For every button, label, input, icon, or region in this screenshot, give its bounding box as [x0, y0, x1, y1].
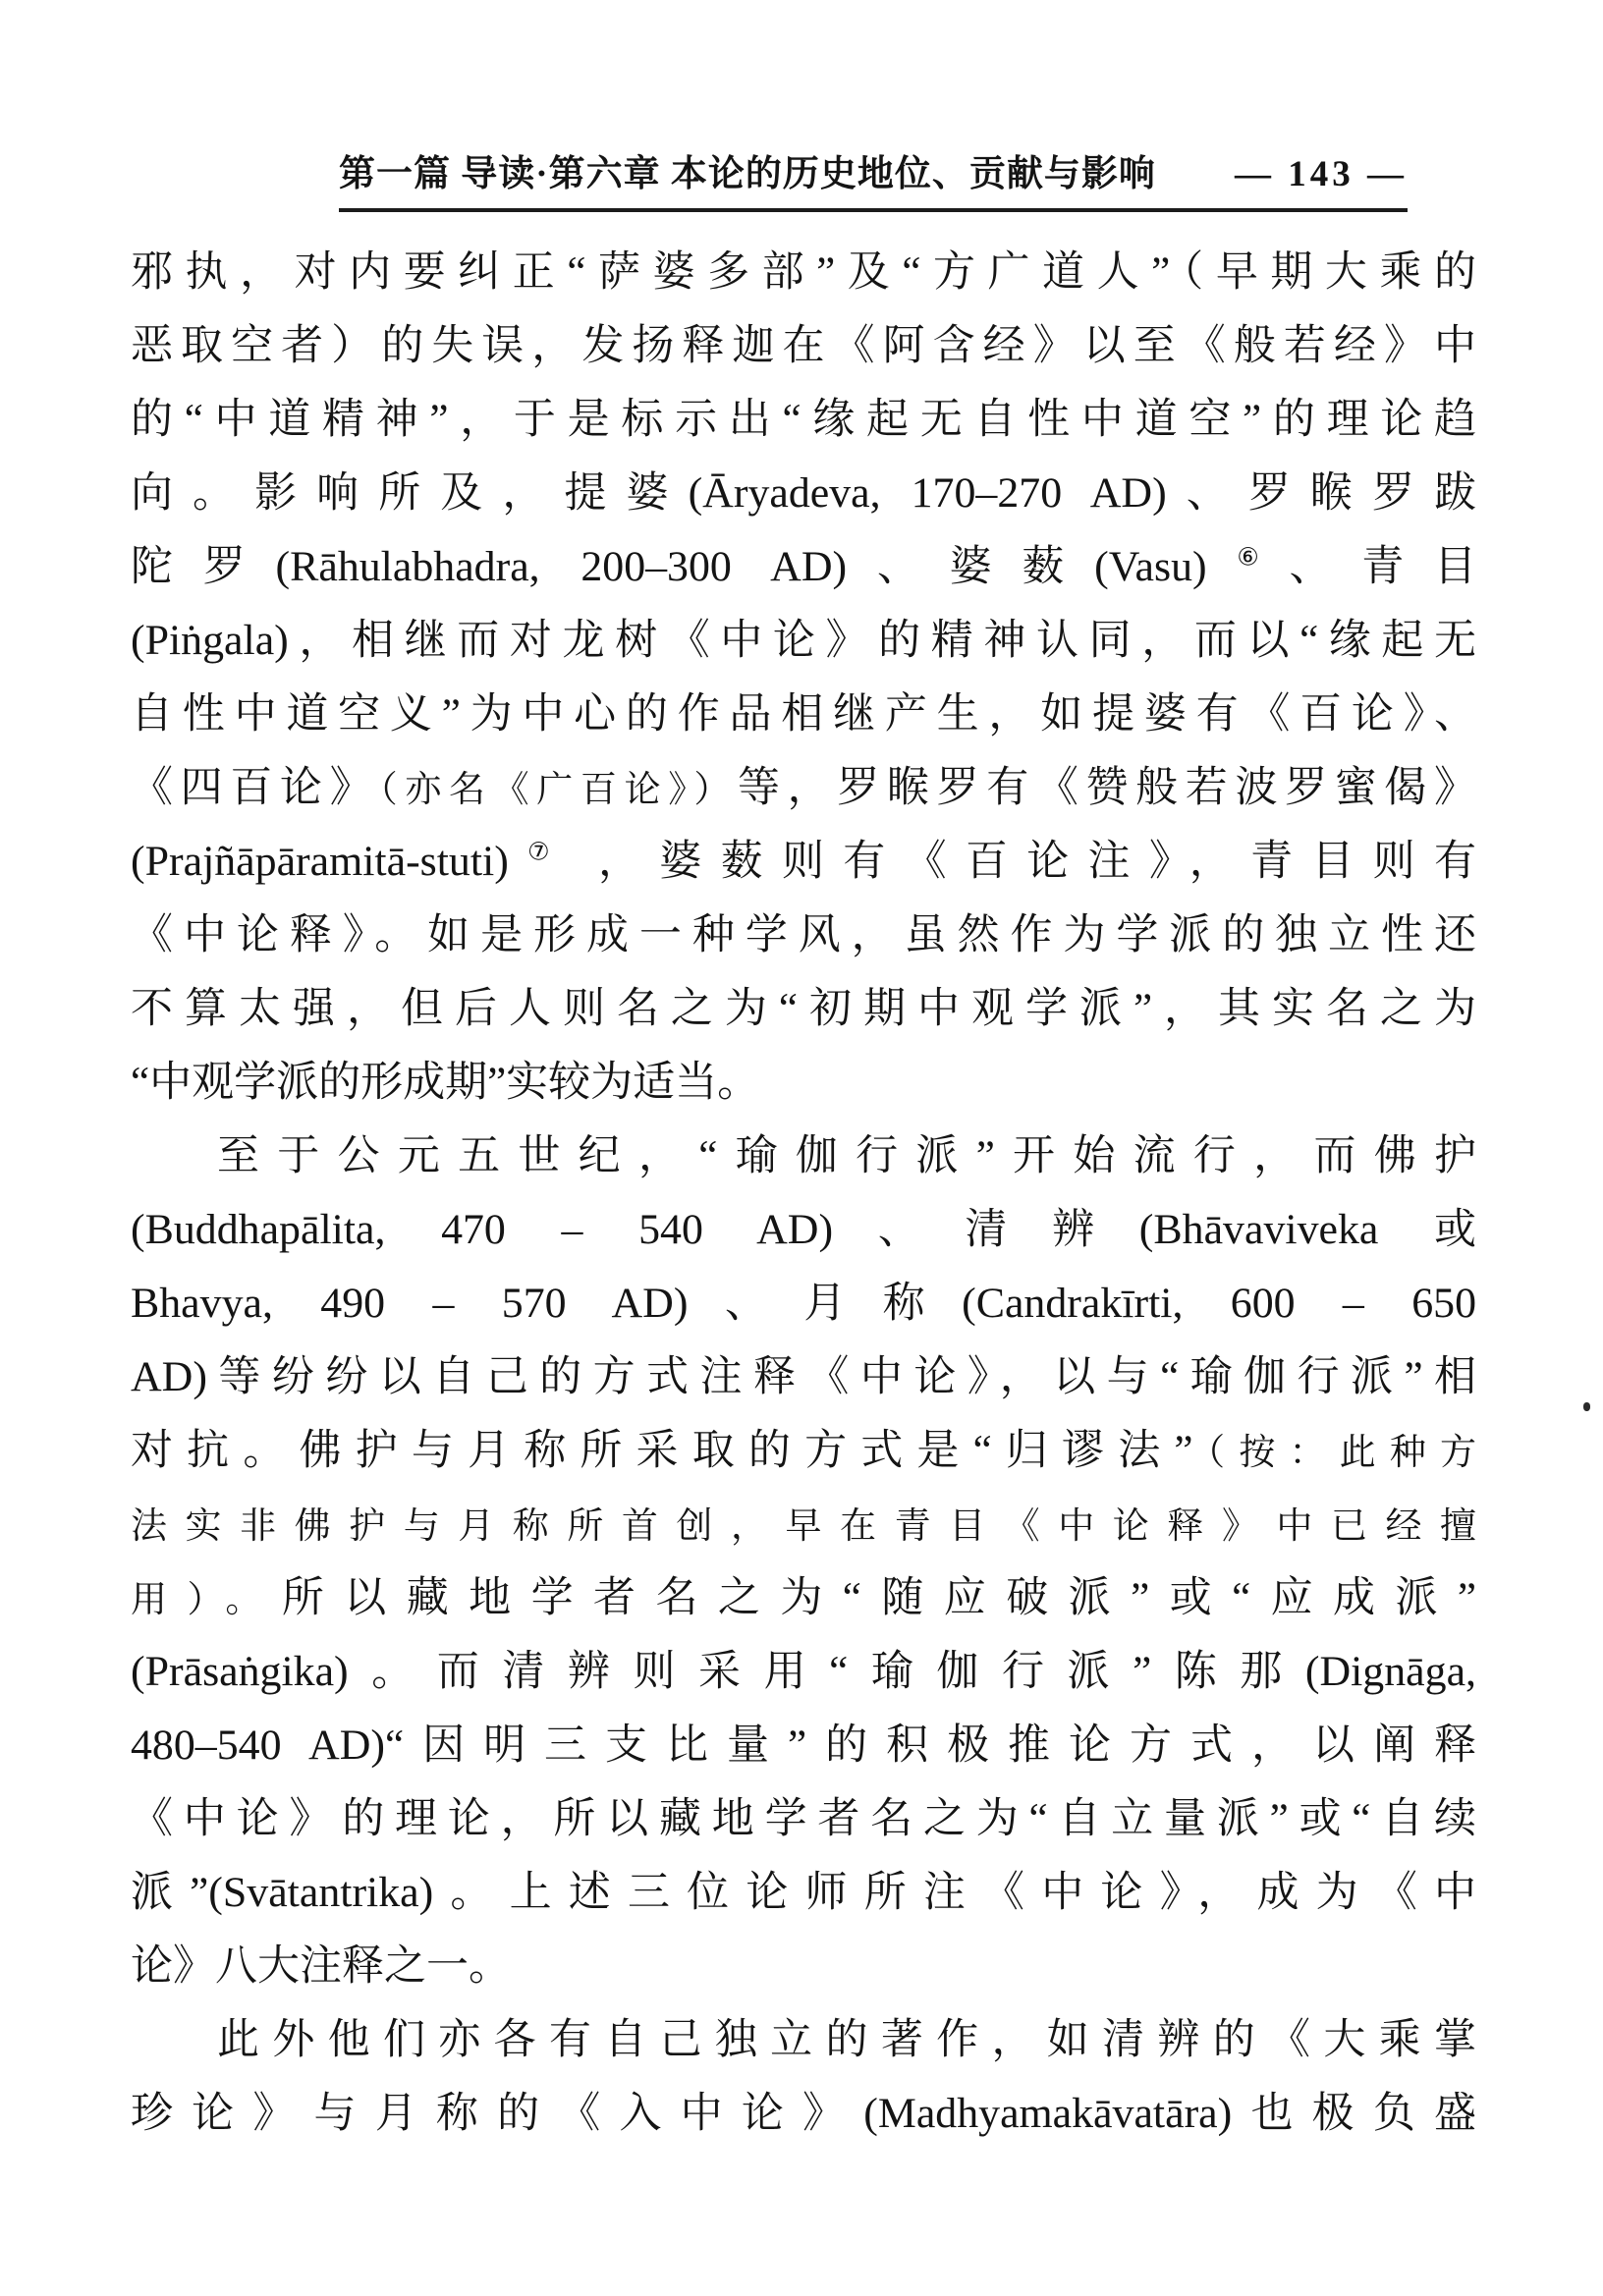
- text-line: [131, 1635, 1476, 1709]
- text-segment: 陀罗: [131, 544, 276, 590]
- text-segment: 不算太强，但后人则名之为“初期中观学派”，其实名之为: [131, 986, 1476, 1032]
- scan-speck: [1583, 1402, 1590, 1411]
- text-segment: “中观学派的形成期”实较为适当。: [131, 1060, 760, 1106]
- text-line: [131, 1709, 1476, 1782]
- footnote-marker: ⑥: [1206, 544, 1290, 572]
- running-head-title: 第一篇 导读·第六章 本论的历史地位、贡献与影响: [339, 154, 1156, 194]
- text-line: [131, 899, 1476, 972]
- text-line: [131, 678, 1476, 751]
- text-segment: 论》八大注释之一。: [131, 1943, 511, 1990]
- text-segment: 等纷纷以自己的方式注释《中论》，以与“瑜伽行派”相: [206, 1354, 1476, 1400]
- text-line: [131, 1340, 1476, 1414]
- text-line: [131, 1046, 1476, 1120]
- text-segment: 所以藏地学者名之为“随应破派”或“应成派”: [281, 1575, 1477, 1621]
- text-line: [131, 1561, 1476, 1635]
- text-segment: (Bhāvaviveka: [1138, 1206, 1435, 1253]
- text-line: [131, 1414, 1476, 1488]
- text-segment: AD): [131, 1353, 207, 1400]
- text-segment: 、罗睺罗跋: [1166, 470, 1477, 517]
- text-segment: 、清辨: [833, 1207, 1139, 1253]
- text-segment: 《中论》的理论，所以藏地学者名之为“自立量派”或“自续: [131, 1796, 1476, 1842]
- text-segment: (Prajñāpāramitā-stuti): [131, 838, 509, 885]
- text-segment: 珍论》与月称的《入中论》: [131, 2091, 864, 2137]
- text-line: [131, 2077, 1476, 2151]
- text-segment: Bhavya, 490 – 570 AD): [131, 1280, 689, 1327]
- page-header: [339, 143, 1408, 212]
- text-segment: ，相继而对龙树《中论》的精神认同，而以“缘起无: [288, 618, 1476, 664]
- text-line: [131, 1782, 1476, 1856]
- text-segment: 。上述三位论师所注《中论》，成为《中: [433, 1870, 1477, 1916]
- text-segment: 等，罗睺罗有《赞般若波罗蜜偈》: [738, 765, 1477, 811]
- text-line: [131, 457, 1476, 530]
- text-segment: 《四百论》: [131, 765, 380, 811]
- text-line: [131, 1120, 1476, 1193]
- text-segment: (Āryadeva, 170–270 AD): [688, 469, 1167, 517]
- text-segment: (Piṅgala): [131, 617, 289, 664]
- text-segment: 、婆薮: [847, 544, 1095, 590]
- text-line: [131, 383, 1476, 457]
- text-segment: 用）。: [131, 1580, 282, 1620]
- text-line: [131, 1488, 1476, 1561]
- body-text: [131, 236, 1476, 2151]
- footnote-marker: ⑦: [508, 839, 569, 866]
- text-line: [131, 1193, 1476, 1267]
- text-segment: （按：此种方: [1192, 1433, 1477, 1473]
- text-segment: 、月称: [688, 1281, 963, 1327]
- text-segment: 派”: [131, 1870, 209, 1916]
- text-segment: (Candrakīrti, 600 – 650: [962, 1280, 1477, 1327]
- text-segment: 也极负盛: [1232, 2091, 1477, 2137]
- text-line: [131, 1267, 1476, 1340]
- text-segment: 法实非佛护与月称所首创，早在青目《中论释》中已经擅: [131, 1506, 1476, 1547]
- text-segment: 此外他们亦各有自己独立的著作，如清辨的《大乘掌: [217, 2017, 1476, 2063]
- text-segment: 恶取空者）的失误，发扬释迦在《阿含经》以至《般若经》中: [131, 323, 1476, 369]
- text-segment: 至于公元五世纪，“瑜伽行派”开始流行，而佛护: [217, 1133, 1476, 1179]
- text-segment: (Buddhapālita, 470 – 540 AD): [131, 1206, 834, 1253]
- text-line: [131, 236, 1476, 309]
- text-line: [131, 309, 1476, 383]
- text-line: [131, 2003, 1476, 2077]
- text-segment: (Svātantrika): [208, 1869, 434, 1916]
- text-line: [131, 1930, 1476, 2003]
- text-segment: 《中论释》。如是形成一种学风，虽然作为学派的独立性还: [131, 912, 1476, 958]
- text-segment: 向。影响所及，提婆: [131, 470, 689, 517]
- text-segment: (Vasu): [1094, 543, 1207, 590]
- text-segment: ，婆薮则有《百论注》，青目则有: [568, 839, 1476, 885]
- text-segment: (Dignāga,: [1304, 1648, 1476, 1695]
- text-segment: （亦名《广百论》）: [379, 770, 739, 810]
- text-segment: 或: [1434, 1207, 1477, 1253]
- text-segment: 对抗。佛护与月称所采取的方式是“归谬法”: [131, 1428, 1193, 1474]
- text-line: [131, 972, 1476, 1046]
- text-line: [131, 604, 1476, 678]
- text-segment: “因明三支比量”的积极推论方式，以阐释: [385, 1722, 1476, 1769]
- text-segment: 、青目: [1289, 544, 1477, 590]
- page-number: — 143 —: [1235, 154, 1408, 194]
- text-line: [131, 530, 1476, 604]
- text-segment: 邪执，对内要纠正“萨婆多部”及“方广道人”（早期大乘的: [131, 249, 1476, 296]
- text-line: [131, 751, 1476, 825]
- text-segment: 自性中道空义”为中心的作品相继产生，如提婆有《百论》、: [131, 691, 1476, 738]
- text-line: [131, 825, 1476, 899]
- text-segment: 。而清辨则采用“瑜伽行派”陈那: [348, 1649, 1305, 1695]
- text-segment: 的“中道精神”，于是标示出“缘起无自性中道空”的理论趋: [131, 397, 1476, 443]
- text-segment: 480–540 AD): [131, 1722, 385, 1769]
- text-line: [131, 1856, 1476, 1930]
- text-segment: (Rāhulabhadra, 200–300 AD): [275, 543, 848, 590]
- text-segment: (Prāsaṅgika): [131, 1648, 349, 1695]
- text-segment: (Madhyamakāvatāra): [863, 2090, 1233, 2137]
